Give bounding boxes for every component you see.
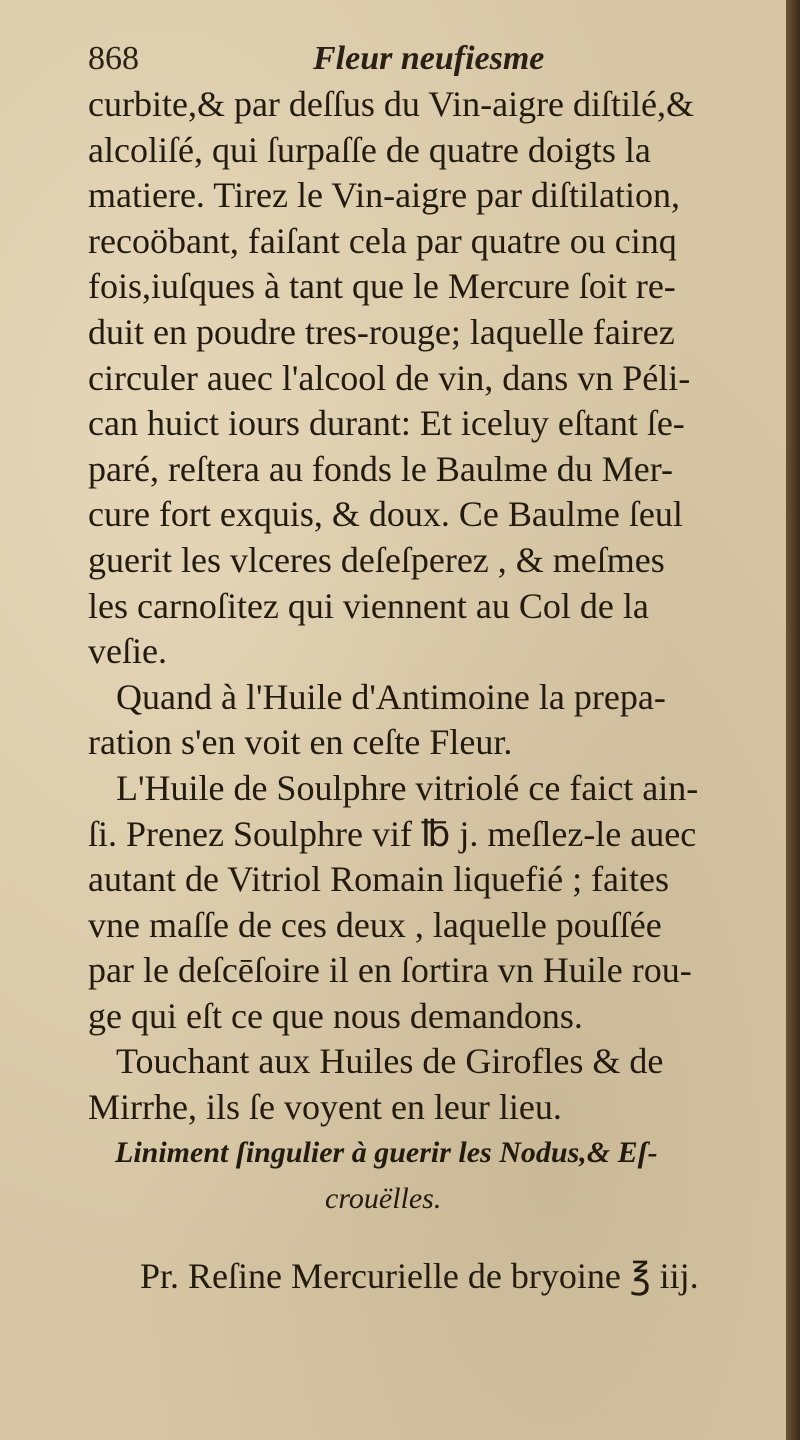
- section-heading-line-2: crouëlles.: [325, 1182, 442, 1215]
- text-line: curbite,& par deſſus du Vin-aigre diſtilé,&: [88, 84, 695, 124]
- text-line: recoöbant, faiſant cela par quatre ou cinq: [88, 220, 677, 261]
- text-line: can huict iours durant: Et iceluy eſtant ſe-: [88, 403, 685, 444]
- body-text: [88, 82, 744, 1131]
- text-line: les carnoſitez qui viennent au Col de la: [88, 585, 649, 626]
- paragraph-start-line: Quand à l'Huile d'Antimoine la prepa-: [116, 676, 666, 717]
- text-line: veſie.: [88, 631, 167, 672]
- book-gutter: [786, 0, 800, 1440]
- recipe-line: Pr. Reſine Mercurielle de bryoine ℥ iij.: [140, 1256, 699, 1296]
- text-line: Mirrhe, ils ſe voyent en leur lieu.: [88, 1087, 562, 1128]
- text-line: duit en poudre tres-rouge; laquelle fairez: [88, 311, 675, 352]
- text-line: par le deſcēſoire il en ſortira vn Huile rou-: [88, 950, 692, 991]
- paragraph-start-line: Touchant aux Huiles de Girofles & de: [116, 1041, 664, 1082]
- text-line: matiere. Tirez le Vin-aigre par diſtilation,: [88, 175, 681, 216]
- text-line: circuler auec l'alcool de vin, dans vn Péli-: [88, 357, 691, 398]
- paragraph-start-line: L'Huile de Soulphre vitriolé ce faict ain-: [116, 767, 699, 808]
- text-line: alcoliſé, qui ſurpaſſe de quatre doigts la: [88, 129, 651, 170]
- text-line: paré, reſtera au fonds le Baulme du Mer-: [88, 448, 674, 489]
- text-line: ge qui eſt ce que nous demandons.: [88, 995, 583, 1036]
- text-line: cure fort exquis, & doux. Ce Baulme ſeul: [88, 494, 683, 535]
- text-line: guerit les vlceres deſeſperez , & meſmes: [88, 539, 665, 580]
- section-heading: [115, 1130, 755, 1222]
- text-line: ration s'en voit en ceſte Fleur.: [88, 722, 513, 763]
- page-number: 868: [88, 40, 139, 77]
- text-line: ſi. Prenez Soulphre vif ℔ j. meſlez-le auec: [88, 813, 697, 854]
- section-heading-line-1: Liniment ſingulier à guerir les Nodus,& Eſ-: [115, 1136, 658, 1169]
- text-line: fois,iuſques à tant que le Mercure ſoit re-: [88, 266, 676, 307]
- text-line: vne maſſe de ces deux , laquelle pouſſée: [88, 904, 662, 945]
- text-line: autant de Vitriol Romain liquefié ; faites: [88, 859, 670, 900]
- running-title: Fleur neufiesme: [313, 40, 545, 77]
